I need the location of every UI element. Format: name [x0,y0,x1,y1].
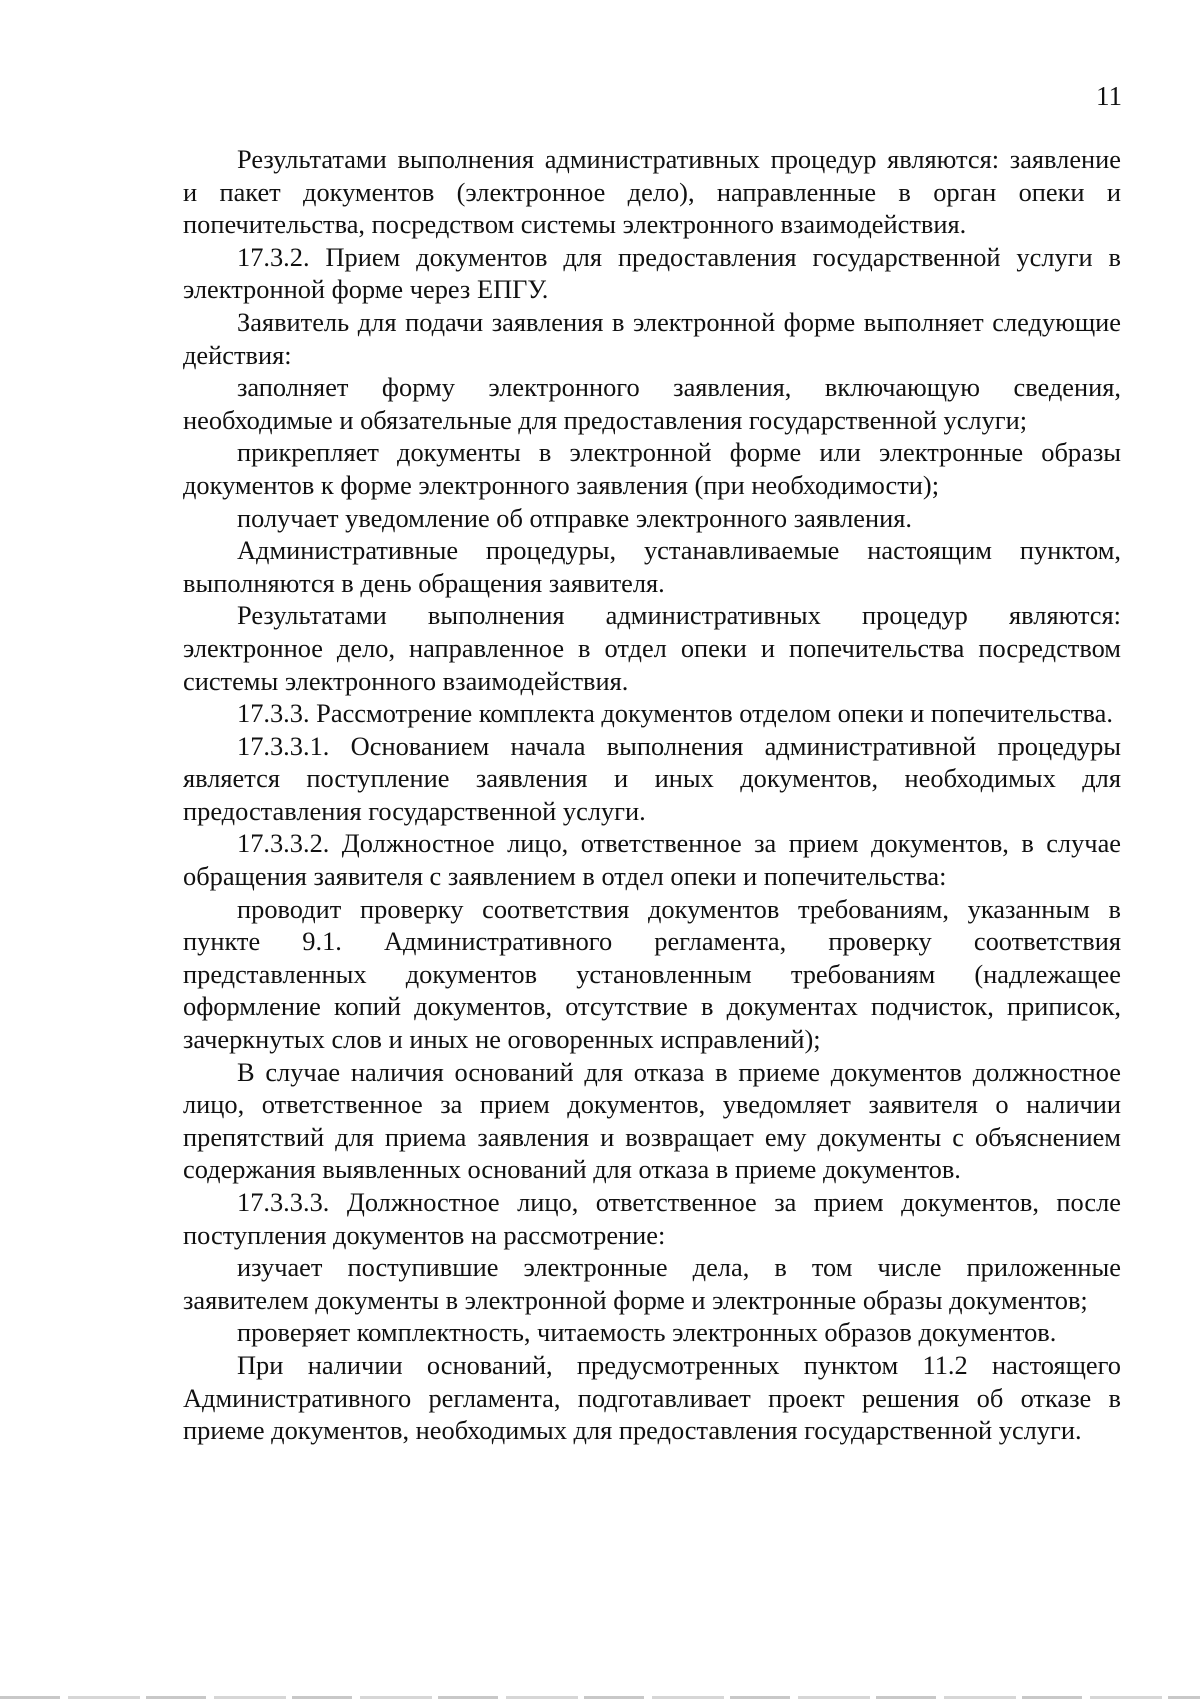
document-body [183,143,1121,1447]
paragraph: изучает поступившие электронные дела, в том числе приложенные заявителем документы в электронной форме и электронные образы документов; [183,1252,1121,1315]
paragraph: Административные процедуры, устанавливаемые настоящим пунктом, выполняются в день обращения заявителя. [183,535,1121,598]
paragraph: 17.3.2. Прием документов для предоставления государственной услуги в электронной форме через ЕПГУ. [183,241,1121,305]
paragraph: проверяет комплектность, читаемость электронных образов документов. [237,1317,1057,1348]
paragraph: Результатами выполнения административных процедур являются: электронное дело, направленное в отдел опеки и попечительства посредством системы электронного взаимодействия. [183,600,1121,696]
paragraph: 17.3.3.2. Должностное лицо, ответственное за прием документов, в случае обращения заявителя с заявлением в отдел опеки и попечительства: [183,828,1121,892]
page-number: 11 [1096,81,1122,111]
paragraph: проводит проверку соответствия документов требованиям, указанным в пункте 9.1. Административного регламента, проверку соответствия представленных документов установленным требованиям (надлежащее оформление копий документов, отсутствие в документах подчисток, приписок, зачеркнутых слов и иных не оговоренных исправлений); [183,893,1121,1055]
paragraph: 17.3.3.3. Должностное лицо, ответственное за прием документов, после поступления документов на рассмотрение: [183,1187,1121,1250]
scan-edge-artifact [0,1696,1200,1699]
paragraph: получает уведомление об отправке электронного заявления. [237,502,912,533]
paragraph: заполняет форму электронного заявления, включающую сведения, необходимые и обязательные для предоставления государственной услуги; [183,372,1121,435]
paragraph: 17.3.3. Рассмотрение комплекта документов отделом опеки и попечительства. [237,698,1113,729]
paragraph: прикрепляет документы в электронной форме или электронные образы документов к форме электронного заявления (при необходимости); [183,437,1121,500]
paragraph: При наличии оснований, предусмотренных пунктом 11.2 настоящего Административного регламента, подготавливает проект решения об отказе в приеме документов, необходимых для предоставления государственной услуги. [183,1349,1121,1446]
paragraph: В случае наличия оснований для отказа в приеме документов должностное лицо, ответственное за прием документов, уведомляет заявителя о наличии препятствий для приема заявления и возвращает ему документы с объяснением содержания выявленных оснований для отказа в приеме документов. [183,1056,1121,1185]
paragraph: 17.3.3.1. Основанием начала выполнения административной процедуры является поступление заявления и иных документов, необходимых для предоставления государственной услуги. [183,730,1121,826]
paragraph: Результатами выполнения административных процедур являются: заявление и пакет документов (электронное дело), направленные в орган опеки и попечительства, посредством системы электронного взаимодействия. [183,144,1121,240]
paragraph: Заявитель для подачи заявления в электронной форме выполняет следующие действия: [183,306,1121,370]
